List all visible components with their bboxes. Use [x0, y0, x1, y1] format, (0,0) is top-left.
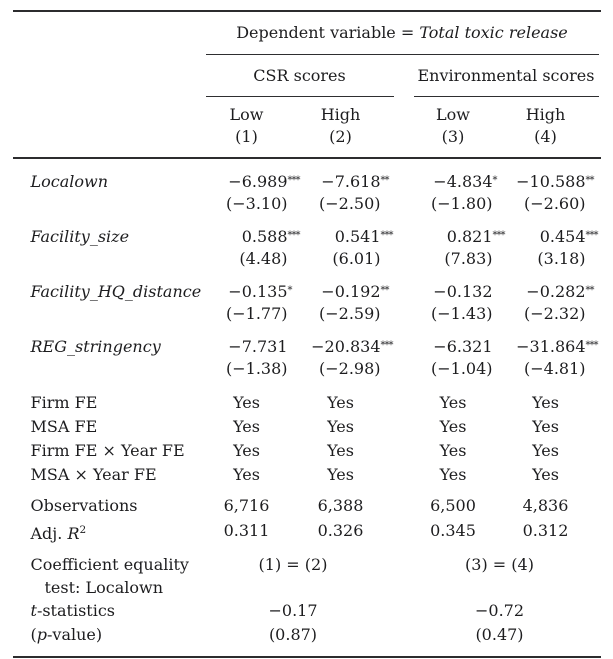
stat-value: 6,388 [317, 496, 364, 515]
t-stat: (−1.77) [225, 304, 288, 323]
coef-value: −0.282 [526, 282, 586, 301]
coef-cell [506, 336, 599, 380]
t-stat: (−2.60) [523, 194, 586, 213]
coef-wrap [433, 172, 497, 191]
coef-value: 0.541 [334, 227, 381, 246]
coef-wrap [526, 282, 594, 301]
fe-value: Yes [233, 393, 260, 412]
coef-line [506, 226, 599, 248]
statistics-section [13, 493, 601, 546]
fe-value: Yes [439, 441, 467, 460]
table-row-firm-year-fe [13, 439, 601, 463]
coef-cell [301, 171, 394, 215]
equality-test-section [13, 553, 601, 656]
coef-wrap [241, 227, 300, 246]
column-level: High [525, 105, 566, 124]
regression-table [13, 10, 601, 658]
row-label: Firm FE [30, 393, 98, 412]
coef-line [301, 171, 394, 193]
depvar-header-row [13, 12, 601, 55]
column-header-2 [301, 104, 394, 148]
coef-wrap [433, 337, 492, 356]
fe-value: Yes [327, 417, 354, 436]
stat-value: 6,716 [223, 496, 270, 515]
row-label: Observations [30, 496, 138, 515]
t-stat: (4.48) [239, 249, 288, 268]
coef-line [414, 336, 506, 358]
fe-value: Yes [233, 441, 260, 460]
coef-value: −20.834 [311, 337, 381, 356]
table-row-firm-fe [13, 391, 601, 415]
group-header-environmental: Environmental scores [414, 55, 599, 97]
coef-cell [506, 281, 599, 325]
coef-line [206, 171, 301, 193]
fe-value: Yes [532, 417, 559, 436]
t-stat: (−4.81) [523, 359, 586, 378]
coef-wrap [228, 282, 292, 301]
equality-pair-environmental: (3) = (4) [465, 555, 534, 574]
equality-t-value-environmental: −0.72 [474, 601, 525, 620]
t-stat: (−1.80) [430, 194, 493, 213]
significance-stars: *** [287, 230, 300, 241]
t-stat: (7.83) [444, 249, 493, 268]
coef-cell [206, 226, 301, 270]
p-label-open: ( [30, 625, 37, 644]
coef-wrap [433, 282, 492, 301]
row-label: Facility_size [30, 227, 130, 246]
fe-value: Yes [327, 465, 354, 484]
table-row-localown [13, 171, 601, 215]
column-header-1 [206, 104, 301, 148]
coef-wrap [228, 337, 287, 356]
row-label [13, 553, 206, 599]
coef-value: −0.192 [321, 282, 381, 301]
table-row-equality-test [13, 553, 601, 599]
coef-line [506, 281, 599, 303]
significance-stars: ** [380, 175, 389, 186]
significance-stars: *** [287, 175, 300, 186]
t-stat: (−1.43) [430, 304, 493, 323]
row-label: Firm FE × Year FE [30, 441, 185, 460]
fe-value: Yes [532, 393, 559, 412]
t-stat: (−2.59) [318, 304, 381, 323]
column-number: (2) [329, 127, 352, 146]
fe-value: Yes [439, 465, 467, 484]
t-label-italic: t [30, 601, 37, 620]
coef-value: −0.135 [228, 282, 288, 301]
table-row-reg-stringency [13, 336, 601, 380]
column-level: High [320, 105, 361, 124]
coef-value: −4.834 [433, 172, 493, 191]
t-stat: (−3.10) [225, 194, 288, 213]
coef-wrap [311, 337, 393, 356]
coef-cell [206, 336, 301, 380]
coef-cell [206, 171, 301, 215]
column-number: (3) [441, 127, 465, 146]
coef-cell [301, 281, 394, 325]
coef-value: −10.588 [516, 172, 586, 191]
coef-cell [414, 281, 506, 325]
p-label-italic: p [36, 625, 47, 644]
coef-line [301, 226, 394, 248]
coef-cell [206, 281, 301, 325]
group-header-row [13, 55, 601, 97]
row-label: MSA FE [30, 417, 98, 436]
coef-wrap [321, 282, 389, 301]
coef-cell [414, 336, 506, 380]
coef-line [506, 171, 599, 193]
t-stat: (3.18) [537, 249, 586, 268]
adj-r2-prefix: Adj. [30, 524, 68, 543]
row-label: Facility_HQ_distance [30, 282, 202, 301]
coef-line [206, 336, 301, 358]
coef-line [301, 281, 394, 303]
coef-wrap [446, 227, 505, 246]
coef-wrap [539, 227, 598, 246]
coef-cell [301, 336, 394, 380]
significance-stars: *** [585, 340, 598, 351]
table-row-adj-r2 [13, 518, 601, 546]
t-stat: (−2.98) [318, 359, 381, 378]
table-row-msa-year-fe [13, 463, 601, 487]
adj-r2-symbol: R [67, 524, 80, 543]
significance-stars: *** [585, 230, 598, 241]
coef-line [206, 281, 301, 303]
coef-line [414, 281, 506, 303]
equality-p-value-environmental: (0.47) [475, 625, 524, 644]
t-stat: (−2.32) [523, 304, 586, 323]
table-row-observations [13, 493, 601, 518]
depvar-header [206, 12, 599, 55]
table-row-facility-hq-distance [13, 281, 601, 325]
fe-value: Yes [327, 393, 354, 412]
coef-cell [414, 171, 506, 215]
coef-cell [506, 226, 599, 270]
fe-value: Yes [532, 441, 559, 460]
coef-wrap [228, 172, 300, 191]
coef-wrap [321, 172, 389, 191]
fe-value: Yes [439, 393, 467, 412]
significance-stars: ** [585, 285, 594, 296]
fe-value: Yes [233, 417, 260, 436]
row-label [13, 518, 206, 546]
significance-stars: *** [492, 230, 505, 241]
fixed-effects-section [13, 391, 601, 487]
coef-wrap [334, 227, 393, 246]
column-level: Low [436, 105, 470, 124]
fe-value: Yes [233, 465, 260, 484]
coef-line [301, 336, 394, 358]
coef-line [206, 226, 301, 248]
column-number: (1) [235, 127, 258, 146]
coef-cell [414, 226, 506, 270]
coef-value: 0.454 [539, 227, 586, 246]
row-label: REG_stringency [30, 337, 161, 356]
t-label-rest: -statistics [36, 601, 115, 620]
coef-cell [301, 226, 394, 270]
t-stat: (−1.38) [225, 359, 288, 378]
row-label: Localown [30, 172, 109, 191]
significance-stars: *** [380, 230, 393, 241]
depvar-name: Total toxic release [419, 23, 568, 42]
stat-value: 0.311 [223, 521, 270, 540]
depvar-prefix: Dependent variable = [236, 23, 420, 42]
t-stat: (−2.50) [318, 194, 381, 213]
coef-line [414, 171, 506, 193]
fe-value: Yes [532, 465, 559, 484]
t-stat: (−1.04) [430, 359, 493, 378]
stat-value: 0.326 [317, 521, 364, 540]
adj-r2-superscript: 2 [79, 524, 87, 536]
row-label: MSA × Year FE [30, 465, 157, 484]
fe-value: Yes [327, 441, 354, 460]
row-label [13, 599, 206, 623]
significance-stars: * [492, 175, 497, 186]
significance-stars: ** [380, 285, 389, 296]
coef-cell [506, 171, 599, 215]
header-spacer [13, 104, 206, 148]
table-row-p-value [13, 623, 601, 647]
stat-value: 0.312 [522, 521, 569, 540]
coef-line [506, 336, 599, 358]
coef-value: 0.588 [241, 227, 288, 246]
column-level: Low [229, 105, 264, 124]
coef-value: −6.989 [228, 172, 288, 191]
coef-wrap [516, 337, 598, 356]
coef-value: −7.618 [321, 172, 381, 191]
stat-value: 0.345 [430, 521, 476, 540]
coef-line [414, 226, 506, 248]
stat-value: 6,500 [430, 496, 476, 515]
significance-stars: *** [380, 340, 393, 351]
column-header-row [13, 97, 601, 159]
group-header-csr: CSR scores [206, 55, 394, 97]
equality-t-value-csr: −0.17 [268, 601, 318, 620]
significance-stars: * [287, 285, 292, 296]
coef-wrap [516, 172, 594, 191]
equality-p-value-csr: (0.87) [268, 625, 318, 644]
coef-value: −0.132 [433, 282, 493, 301]
table-row-t-statistics [13, 599, 601, 623]
significance-stars: ** [585, 175, 594, 186]
coef-value: −6.321 [433, 337, 493, 356]
header-spacer [13, 12, 206, 55]
stat-value: 4,836 [522, 496, 569, 515]
equality-pair-csr: (1) = (2) [258, 555, 328, 574]
column-number: (4) [534, 127, 557, 146]
coefficients-section [13, 171, 601, 380]
p-label-rest: -value) [47, 625, 103, 644]
coef-value: −31.864 [516, 337, 586, 356]
coef-value: 0.821 [446, 227, 493, 246]
column-header-4 [506, 104, 599, 148]
column-header-3 [414, 104, 506, 148]
t-stat: (6.01) [332, 249, 381, 268]
coef-value: −7.731 [228, 337, 288, 356]
table-row-facility-size [13, 226, 601, 270]
row-label [13, 623, 206, 647]
equality-label-line1: Coefficient equality [30, 555, 189, 574]
table-row-msa-fe [13, 415, 601, 439]
fe-value: Yes [439, 417, 467, 436]
header-spacer [13, 55, 206, 97]
equality-label-line2: test: Localown [44, 578, 164, 597]
